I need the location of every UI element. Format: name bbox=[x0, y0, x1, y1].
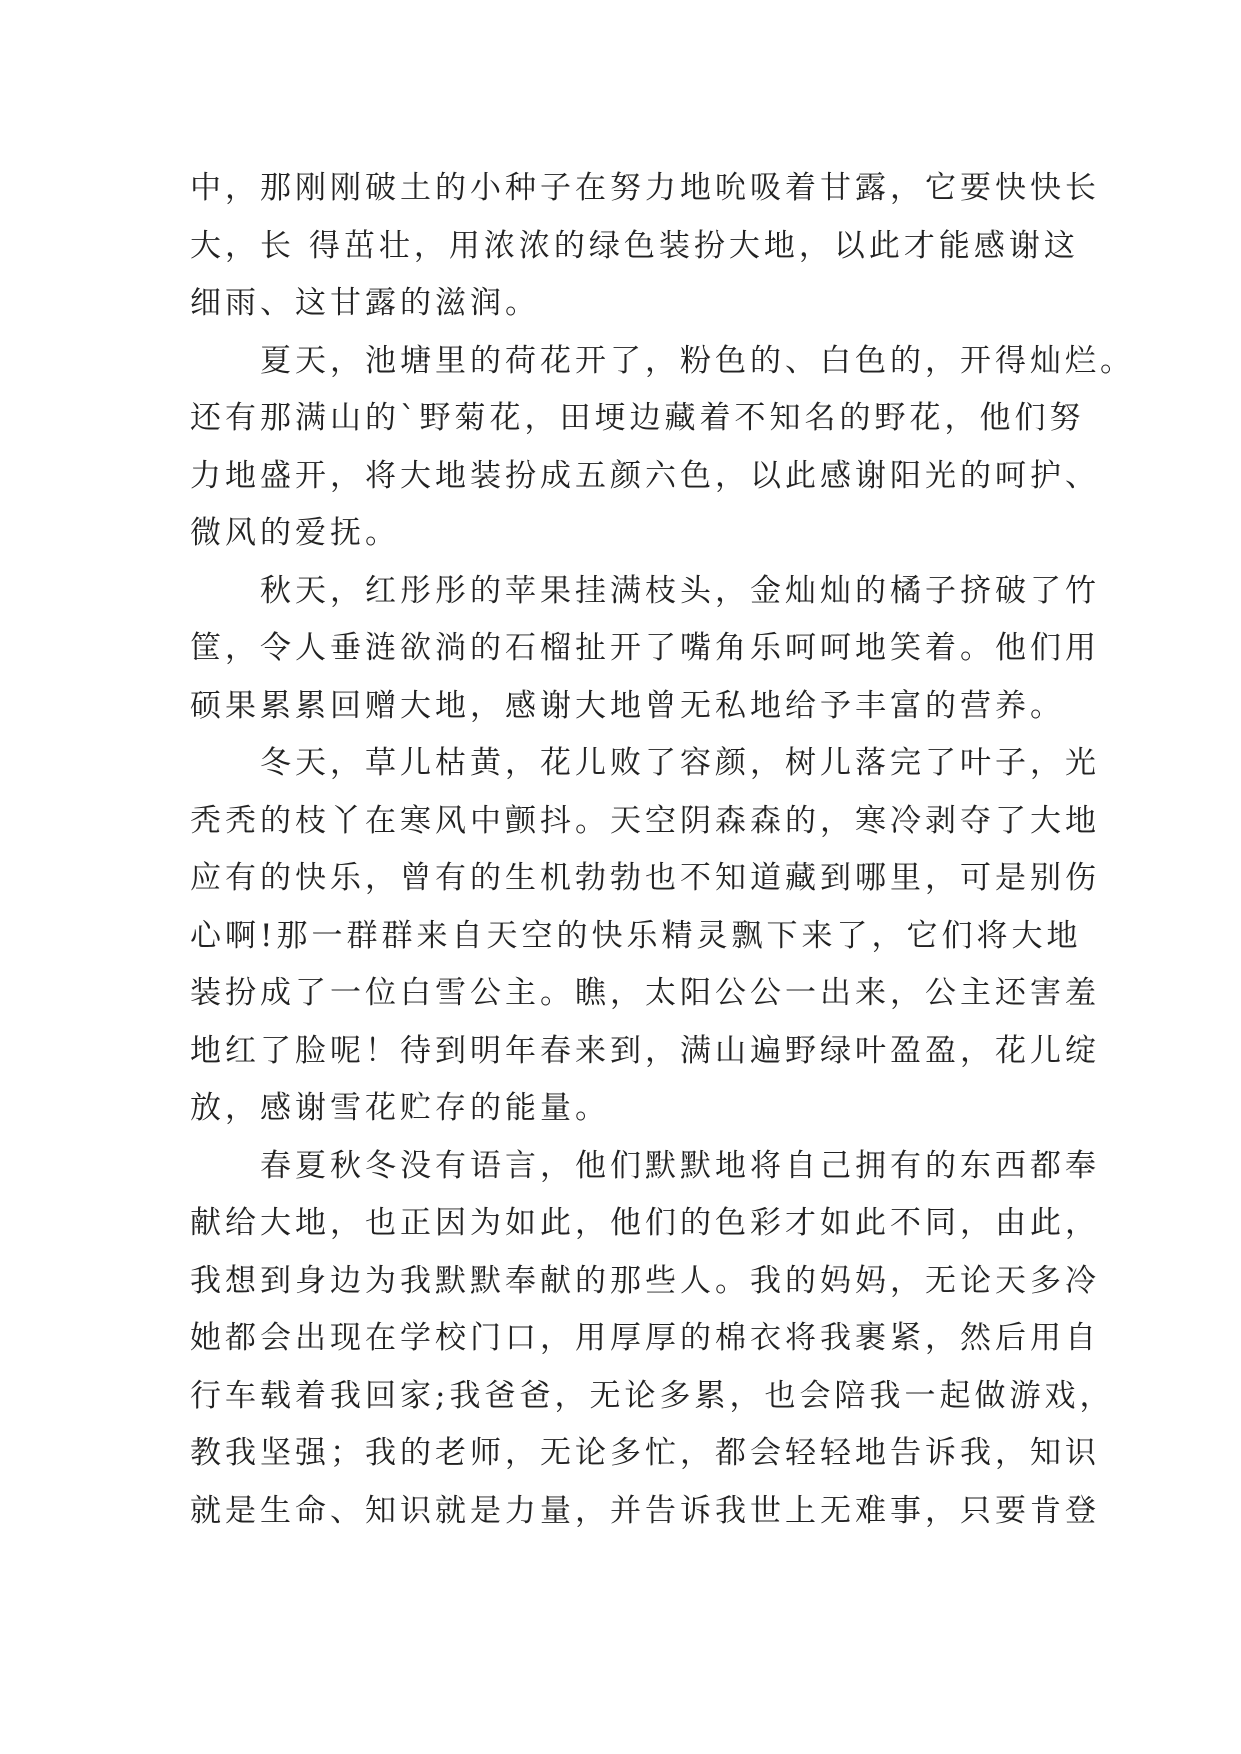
text-line: 微风的爱抚。 bbox=[190, 515, 400, 551]
text-line: 春夏秋冬没有语言，他们默默地将自己拥有的东西都奉 bbox=[190, 1147, 1100, 1184]
text-line: 就是生命、知识就是力量，并告诉我世上无难事，只要肯登 bbox=[190, 1492, 1100, 1529]
body-text bbox=[190, 160, 1135, 1540]
text-line: 秃秃的枝丫在寒风中颤抖。天空阴森森的，寒冷剥夺了大地 bbox=[190, 802, 1100, 839]
text-line: 力地盛开，将大地装扮成五颜六色，以此感谢阳光的呵护、 bbox=[190, 457, 1100, 494]
text-line: 筐，令人垂涟欲淌的石榴扯开了嘴角乐呵呵地笑着。他们用 bbox=[190, 630, 1100, 666]
text-line: 心啊!那一群群来自天空的快乐精灵飘下来了，它们将大地 bbox=[190, 917, 1082, 954]
text-line: 装扮成了一位白雪公主。瞧，太阳公公一出来，公主还害羞 bbox=[190, 975, 1100, 1011]
text-line: 应有的快乐，曾有的生机勃勃也不知道藏到哪里，可是别伤 bbox=[190, 860, 1100, 896]
text-line: 中，那刚刚破土的小种子在努力地吮吸着甘露，它要快快长 bbox=[190, 170, 1100, 206]
text-line: 夏天，池塘里的荷花开了，粉色的、白色的，开得灿烂。 bbox=[190, 342, 1135, 379]
text-line: 教我坚强；我的老师，无论多忙，都会轻轻地告诉我，知识 bbox=[190, 1435, 1100, 1471]
text-line: 秋天，红彤彤的苹果挂满枝头，金灿灿的橘子挤破了竹 bbox=[190, 572, 1100, 609]
text-line: 硕果累累回赠大地，感谢大地曾无私地给予丰富的营养。 bbox=[190, 687, 1065, 724]
text-line: 她都会出现在学校门口，用厚厚的棉衣将我裹紧，然后用自 bbox=[190, 1320, 1100, 1356]
text-line: 我想到身边为我默默奉献的那些人。我的妈妈，无论天多冷 bbox=[190, 1262, 1100, 1299]
text-line: 行车载着我回家;我爸爸，无论多累，也会陪我一起做游戏， bbox=[190, 1377, 1115, 1414]
text-line: 细雨、这甘露的滋润。 bbox=[190, 285, 540, 321]
text-line: 大，长 得茁壮，用浓浓的绿色装扮大地，以此才能感谢这 bbox=[190, 227, 1079, 264]
text-line: 冬天，草儿枯黄，花儿败了容颜，树儿落完了叶子，光 bbox=[190, 745, 1100, 781]
text-line: 还有那满山的`野菊花，田埂边藏着不知名的野花，他们努 bbox=[190, 400, 1085, 436]
text-line: 献给大地，也正因为如此，他们的色彩才如此不同，由此， bbox=[190, 1205, 1100, 1241]
text-line: 地红了脸呢！待到明年春来到，满山遍野绿叶盈盈，花儿绽 bbox=[190, 1032, 1100, 1069]
text-line: 放，感谢雪花贮存的能量。 bbox=[190, 1090, 610, 1126]
